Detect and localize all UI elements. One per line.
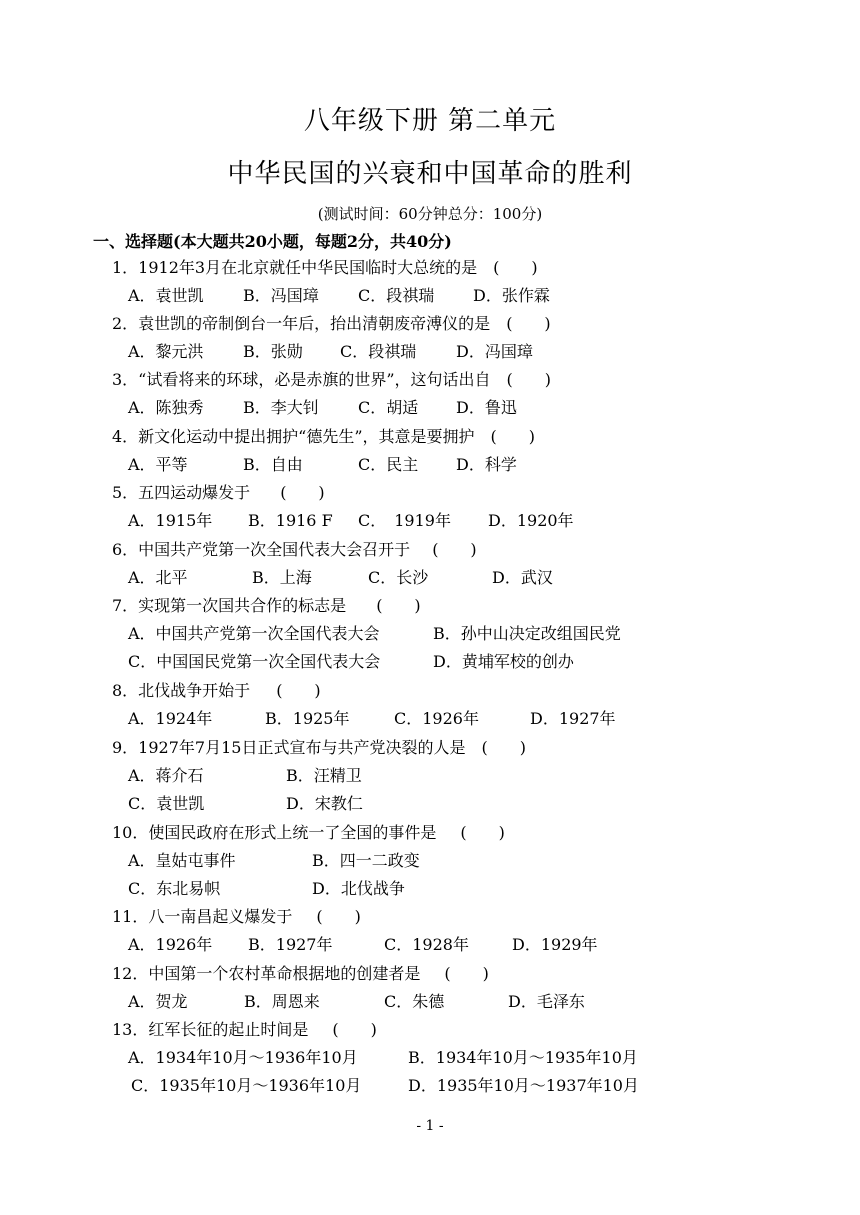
page-subtitle: 中华民国的兴衰和中国革命的胜利 xyxy=(227,159,633,189)
question-stem: 5．五四运动爆发于 ( ) xyxy=(112,483,325,502)
question-stem: 13．红军长征的起止时间是 ( ) xyxy=(112,1020,377,1039)
option: D．武汉 xyxy=(492,568,553,587)
option: A．北平 xyxy=(128,568,188,587)
option: D．1920年 xyxy=(488,511,574,530)
option: A．蒋介石 xyxy=(128,766,204,785)
option: B．四一二政变 xyxy=(312,851,420,870)
option: B．周恩来 xyxy=(244,992,320,1011)
question-stem: 10．使国民政府在形式上统一了全国的事件是 ( ) xyxy=(112,823,505,842)
option: C．袁世凯 xyxy=(128,794,205,813)
option: C．民主 xyxy=(358,455,419,474)
option: A．1926年 xyxy=(128,935,213,954)
option: D．毛泽东 xyxy=(508,992,585,1011)
option: C．东北易帜 xyxy=(128,879,221,898)
option: A．皇姑屯事件 xyxy=(128,851,236,870)
question-stem: 8．北伐战争开始于 ( ) xyxy=(112,681,321,700)
option: A．1915年 xyxy=(128,511,213,530)
option: B．1927年 xyxy=(248,935,333,954)
question-stem: 7．实现第一次国共合作的标志是 ( ) xyxy=(112,596,421,615)
option: A．袁世凯 xyxy=(128,286,204,305)
option: A．黎元洪 xyxy=(128,342,204,361)
section-heading: 一、选择题(本大题共20小题，每题2分，共40分) xyxy=(93,232,452,251)
option: B．孙中山决定改组国民党 xyxy=(433,624,621,643)
option: C．1935年10月～1936年10月 xyxy=(131,1076,362,1095)
question-stem: 4．新文化运动中提出拥护“德先生”，其意是要拥护 ( ) xyxy=(112,427,536,446)
page-number: - 1 - xyxy=(416,1118,444,1134)
option: C．中国国民党第一次全国代表大会 xyxy=(128,652,381,671)
option: C．长沙 xyxy=(368,568,429,587)
option: C． 1919年 xyxy=(358,511,451,530)
option: D．鲁迅 xyxy=(456,398,517,417)
option: B．李大钊 xyxy=(243,398,319,417)
option: D．冯国璋 xyxy=(456,342,533,361)
option: C．1926年 xyxy=(394,709,479,728)
option: D．1929年 xyxy=(512,935,598,954)
option: B．1925年 xyxy=(265,709,350,728)
option: A．中国共产党第一次全国代表大会 xyxy=(128,624,380,643)
option: C．段祺瑞 xyxy=(340,342,417,361)
option: C．胡适 xyxy=(358,398,419,417)
option: D．张作霖 xyxy=(473,286,550,305)
question-stem: 11．八一南昌起义爆发于 ( ) xyxy=(112,907,361,926)
option: A．1934年10月～1936年10月 xyxy=(128,1048,358,1067)
option: D．黄埔军校的创办 xyxy=(433,652,574,671)
option: B．自由 xyxy=(243,455,303,474)
page-title: 八年级下册 第二单元 xyxy=(303,106,557,136)
question-stem: 2．袁世凯的帝制倒台一年后，抬出清朝废帝溥仪的是 ( ) xyxy=(112,314,551,333)
option: D．1935年10月～1937年10月 xyxy=(408,1076,639,1095)
question-stem: 6．中国共产党第一次全国代表大会召开于 ( ) xyxy=(112,540,477,559)
test-meta: (测试时间：60分钟总分：100分) xyxy=(317,205,543,223)
option: B．上海 xyxy=(252,568,312,587)
option: A．平等 xyxy=(128,455,188,474)
option: D．科学 xyxy=(456,455,517,474)
question-stem: 1．1912年3月在北京就任中华民国临时大总统的是 ( ) xyxy=(112,258,538,277)
option: D．北伐战争 xyxy=(312,879,405,898)
option: B．汪精卫 xyxy=(286,766,362,785)
option: A．陈独秀 xyxy=(128,398,204,417)
question-stem: 12．中国第一个农村革命根据地的创建者是 ( ) xyxy=(112,964,489,983)
option: B．张勋 xyxy=(243,342,303,361)
option: C．朱德 xyxy=(384,992,445,1011)
option: B．1934年10月～1935年10月 xyxy=(408,1048,638,1067)
option: A．贺龙 xyxy=(128,992,188,1011)
option: B．冯国璋 xyxy=(243,286,319,305)
option: D．1927年 xyxy=(530,709,616,728)
option: D．宋教仁 xyxy=(286,794,363,813)
option: B．1916 F xyxy=(248,511,333,530)
question-stem: 3．“试看将来的环球，必是赤旗的世界”，这句话出自 ( ) xyxy=(112,370,552,389)
option: C．段祺瑞 xyxy=(358,286,435,305)
question-stem: 9．1927年7月15日正式宣布与共产党决裂的人是 ( ) xyxy=(112,738,526,757)
option: C．1928年 xyxy=(384,935,469,954)
option: A．1924年 xyxy=(128,709,213,728)
